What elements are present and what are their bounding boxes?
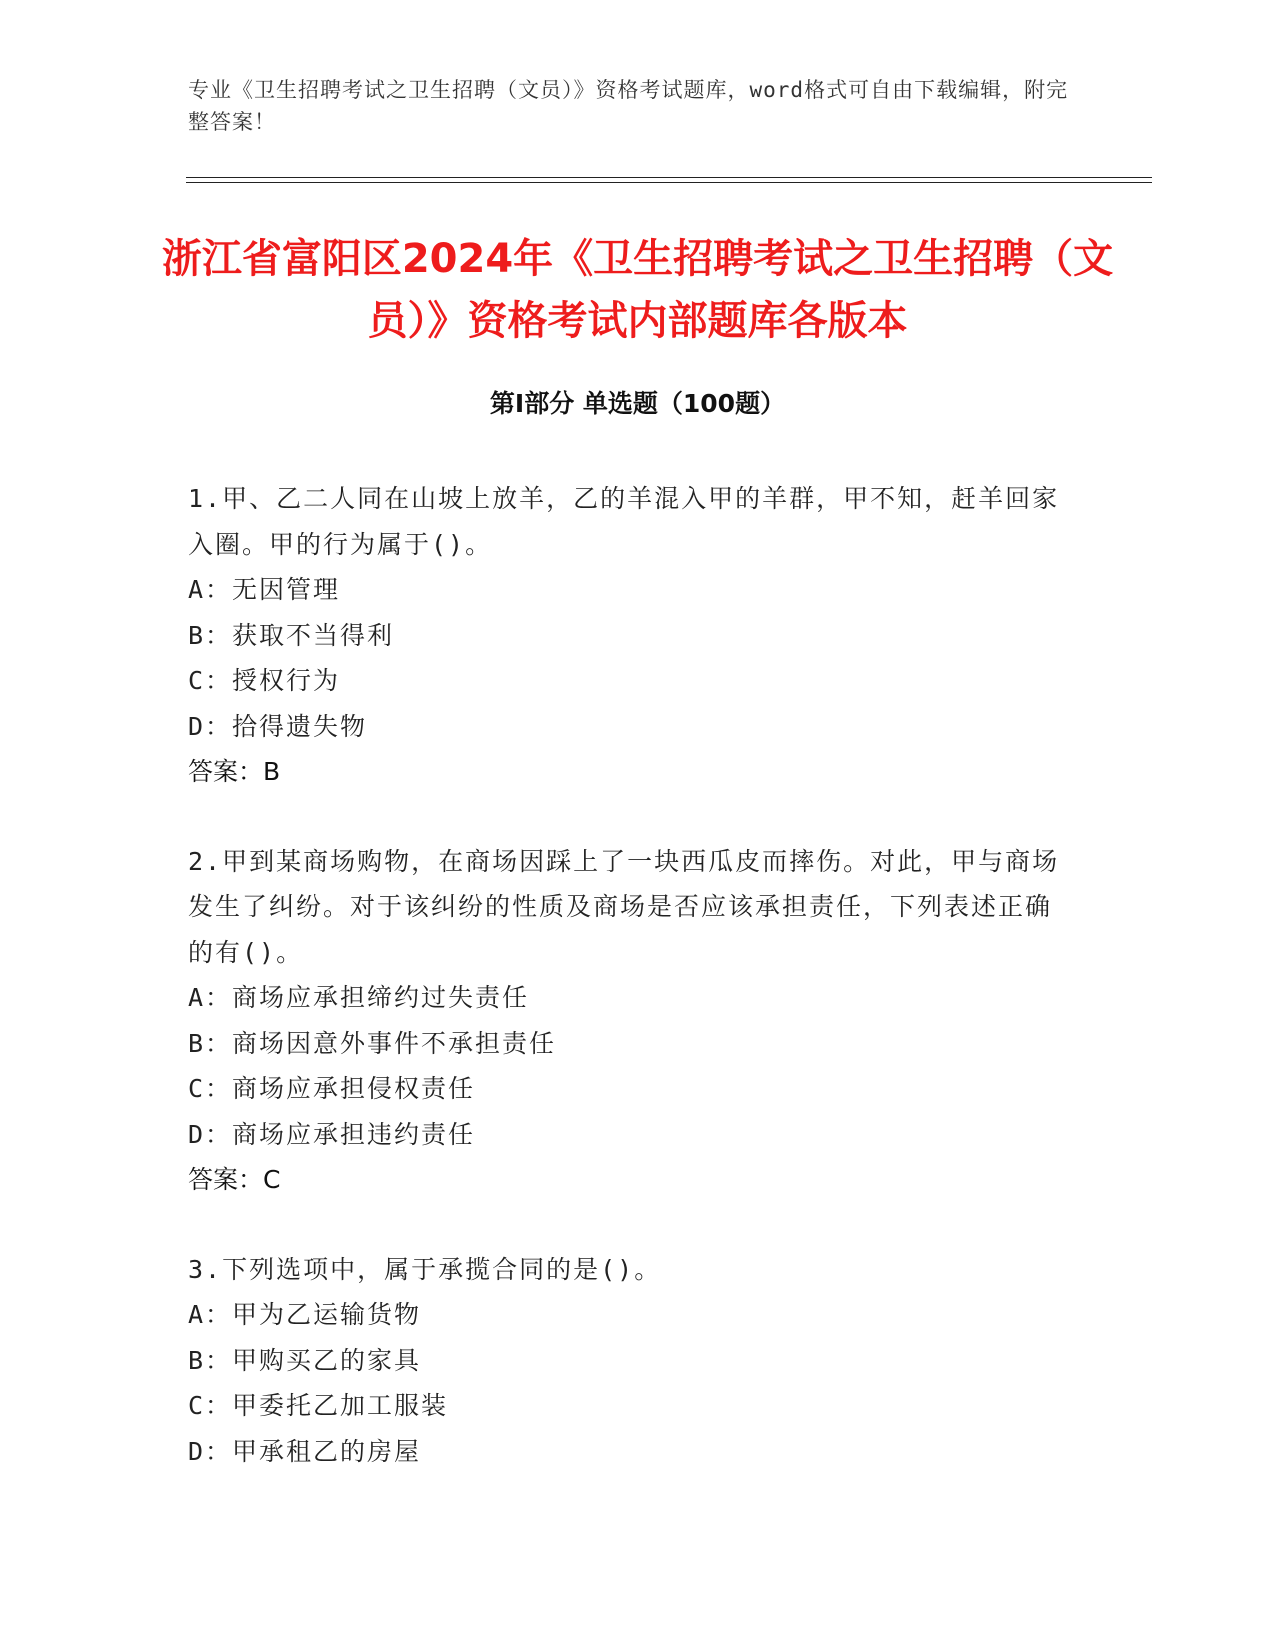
question-2 [188, 839, 1068, 1203]
question-stem: 3.下列选项中，属于承揽合同的是()。 [188, 1254, 662, 1284]
question-list [188, 476, 1068, 1518]
section-title: 第Ⅰ部分 单选题（100题） [489, 389, 786, 418]
option-a: A：商场应承担缔约过失责任 [188, 983, 530, 1012]
answer-line: 答案：B [188, 757, 281, 786]
question-stem: 1.甲、乙二人同在山坡上放羊，乙的羊混入甲的羊群，甲不知，赶羊回家入圈。甲的行为属于()。 [188, 484, 1060, 559]
option-d: D：拾得遗失物 [188, 711, 368, 741]
option-c: C：商场应承担侵权责任 [188, 1074, 476, 1103]
option-a: A：甲为乙运输货物 [188, 1300, 422, 1329]
option-d: D：商场应承担违约责任 [188, 1119, 476, 1149]
question-stem: 2.甲到某商场购物，在商场因踩上了一块西瓜皮而摔伤。对此，甲与商场发生了纠纷。对于该纠纷的性质及商场是否应该承担责任，下列表述正确的有()。 [188, 846, 1060, 967]
question-3 [188, 1247, 1068, 1475]
answer-line: 答案：C [188, 1165, 281, 1194]
option-c: C：甲委托乙加工服装 [188, 1391, 449, 1420]
question-1 [188, 476, 1068, 795]
document-title: 浙江省富阳区2024年《卫生招聘考试之卫生招聘（文员）》资格考试内部题库各版本 [161, 236, 1114, 344]
option-b: B：获取不当得利 [188, 620, 395, 650]
header-divider-bottom [186, 182, 1152, 183]
option-c: C：授权行为 [188, 666, 341, 695]
option-a: A：无因管理 [188, 575, 341, 604]
header-divider-top [186, 177, 1152, 178]
option-d: D：甲承租乙的房屋 [188, 1436, 422, 1466]
header-note: 专业《卫生招聘考试之卫生招聘（文员）》资格考试题库，word格式可自由下载编辑，附完整答案！ [188, 78, 1069, 134]
option-b: B：商场因意外事件不承担责任 [188, 1028, 557, 1058]
option-b: B：甲购买乙的家具 [188, 1345, 422, 1375]
